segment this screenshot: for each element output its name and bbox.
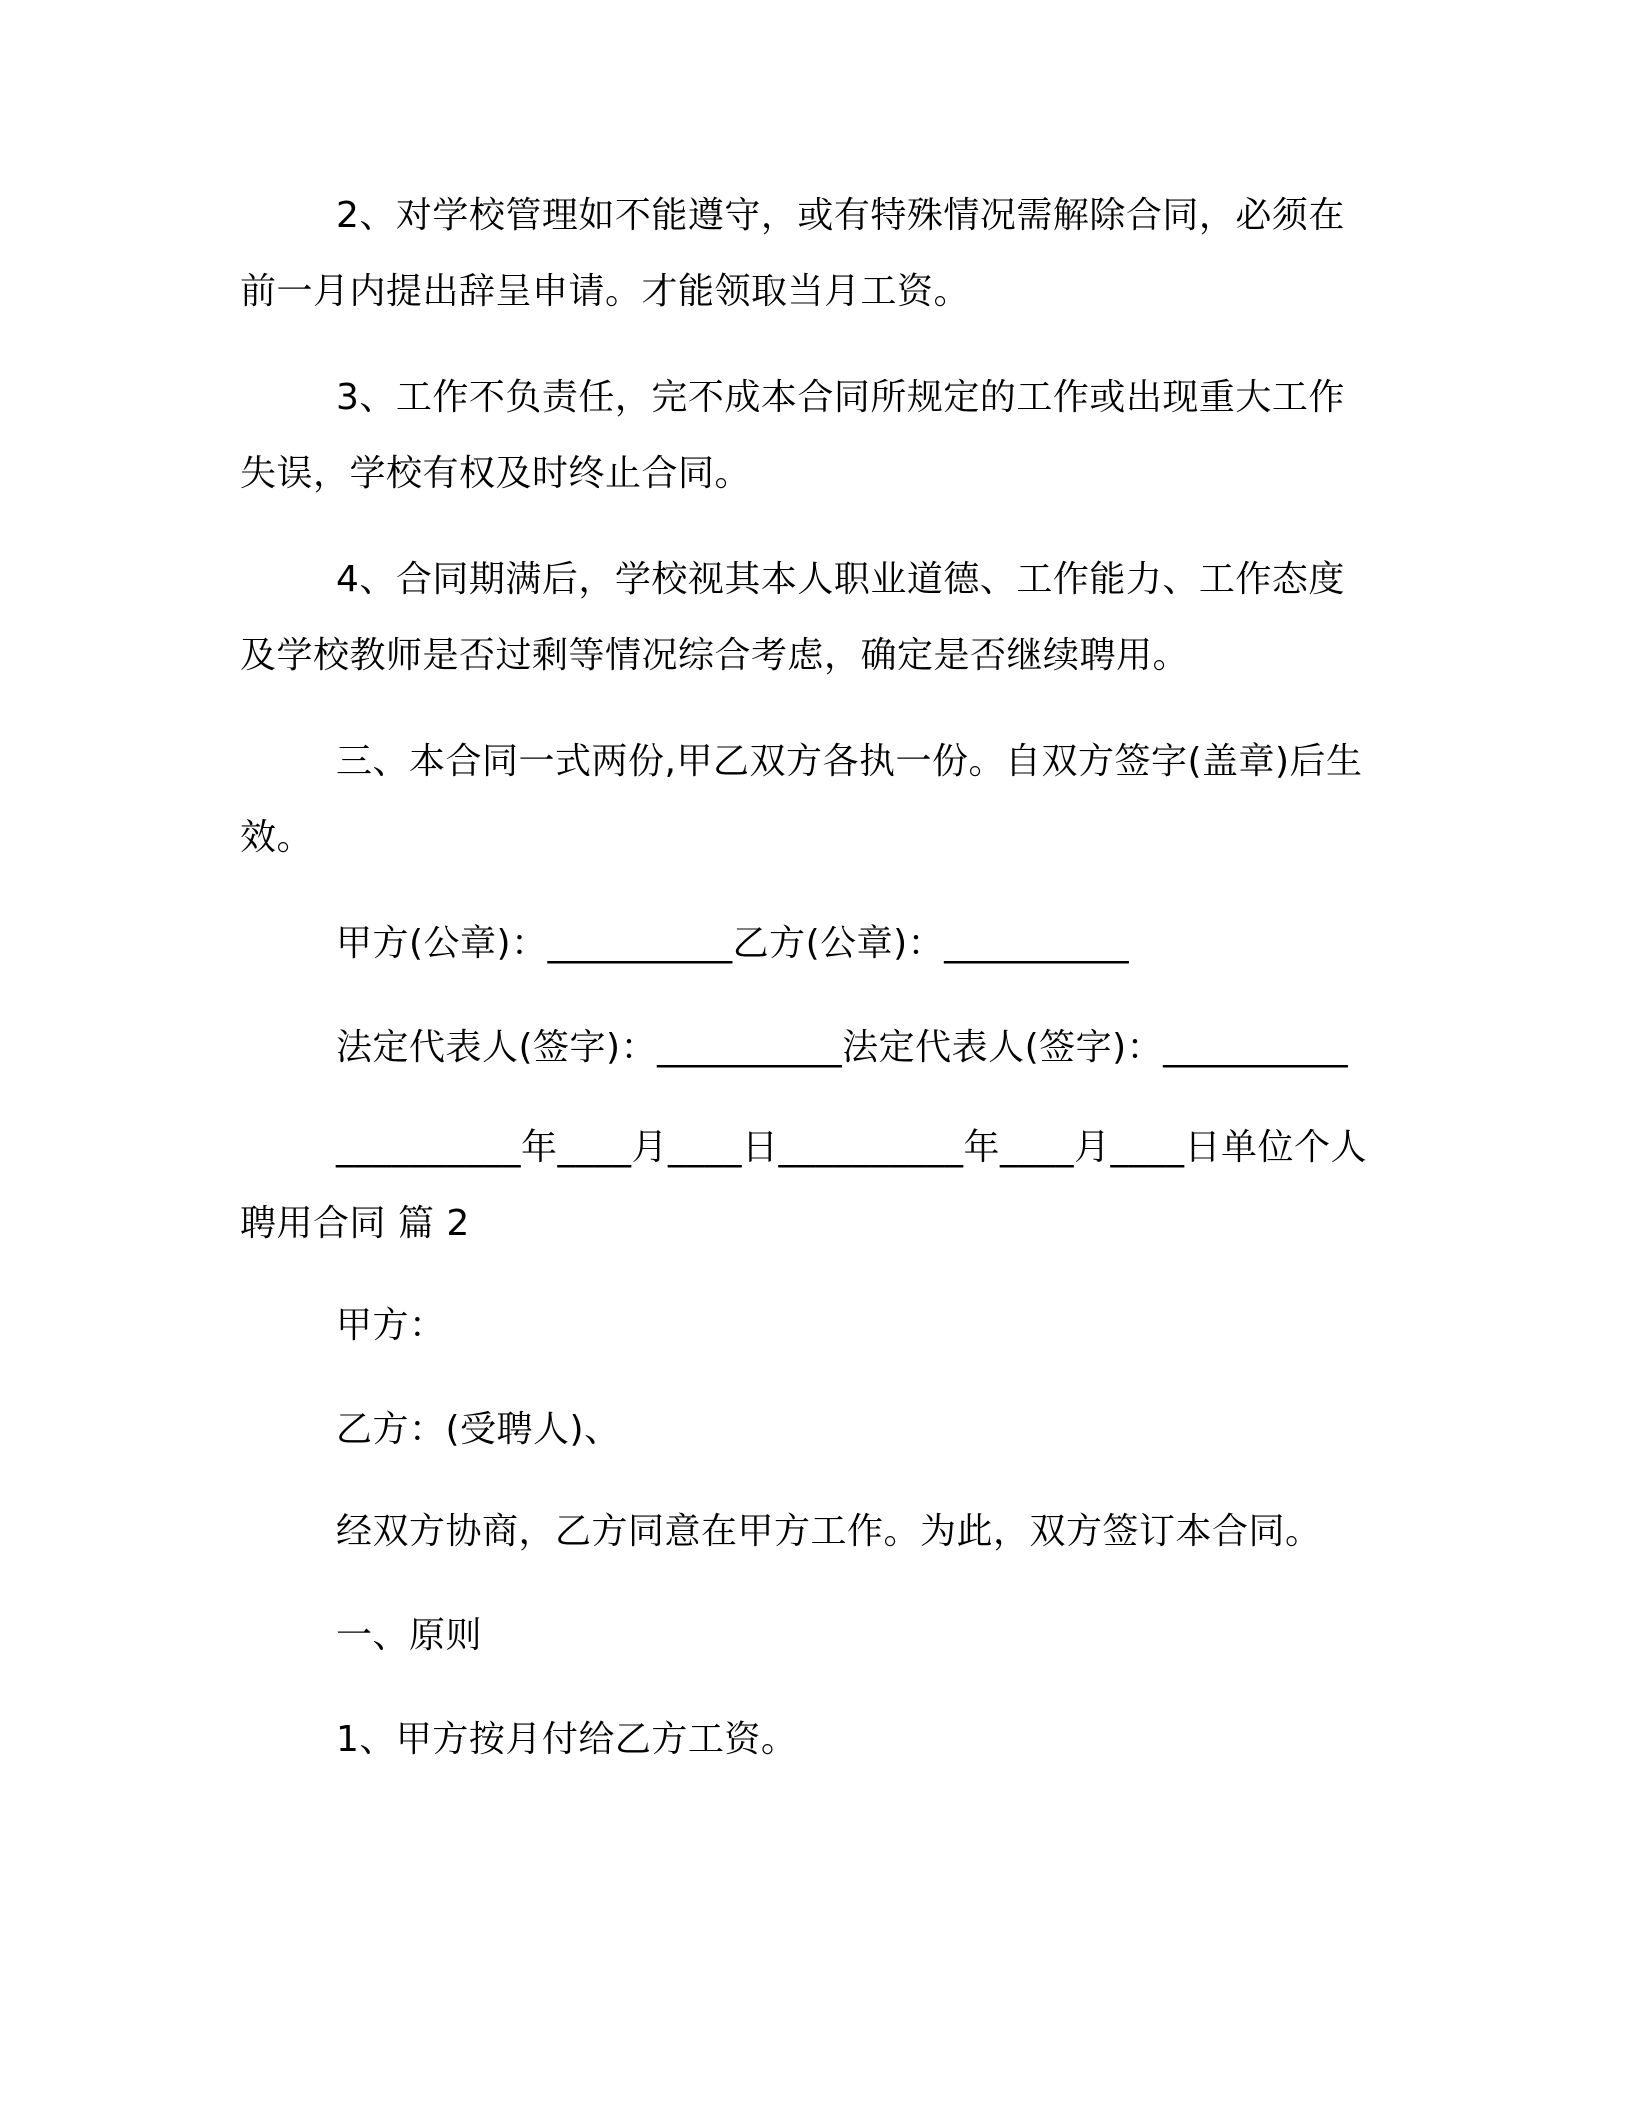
clause-1-paragraph: 1、甲方按月付给乙方工资。 (336, 1719, 798, 1760)
legal-representative-line: 法定代表人(签字)：__________法定代表人(签字)：__________ (336, 1027, 1349, 1068)
date-line-and-heading: __________年____月____日__________年____月____日单位个人聘用合同 篇 2 (240, 1127, 1368, 1244)
agreement-intro-paragraph: 经双方协商，乙方同意在甲方工作。为此，双方签订本合同。 (336, 1511, 1322, 1552)
clause-4-paragraph: 4、合同期满后，学校视其本人职业道德、工作能力、工作态度及学校教师是否过剩等情况综合考虑，确定是否继续聘用。 (240, 559, 1345, 676)
party-a-seal-line: 甲方(公章)：__________乙方(公章)：__________ (336, 923, 1130, 964)
section-1-heading: 一、原则 (336, 1615, 483, 1656)
clause-3-paragraph: 3、工作不负责任，完不成本合同所规定的工作或出现重大工作失误，学校有权及时终止合同。 (240, 377, 1345, 494)
clause-2-paragraph: 2、对学校管理如不能遵守，或有特殊情况需解除合同，必须在前一月内提出辞呈申请。才能领取当月工资。 (240, 195, 1345, 312)
section-3-paragraph: 三、本合同一式两份,甲乙双方各执一份。自双方签字(盖章)后生效。 (240, 741, 1363, 858)
party-a-line: 甲方： (336, 1305, 446, 1346)
party-b-line: 乙方：(受聘人)、 (336, 1409, 621, 1450)
